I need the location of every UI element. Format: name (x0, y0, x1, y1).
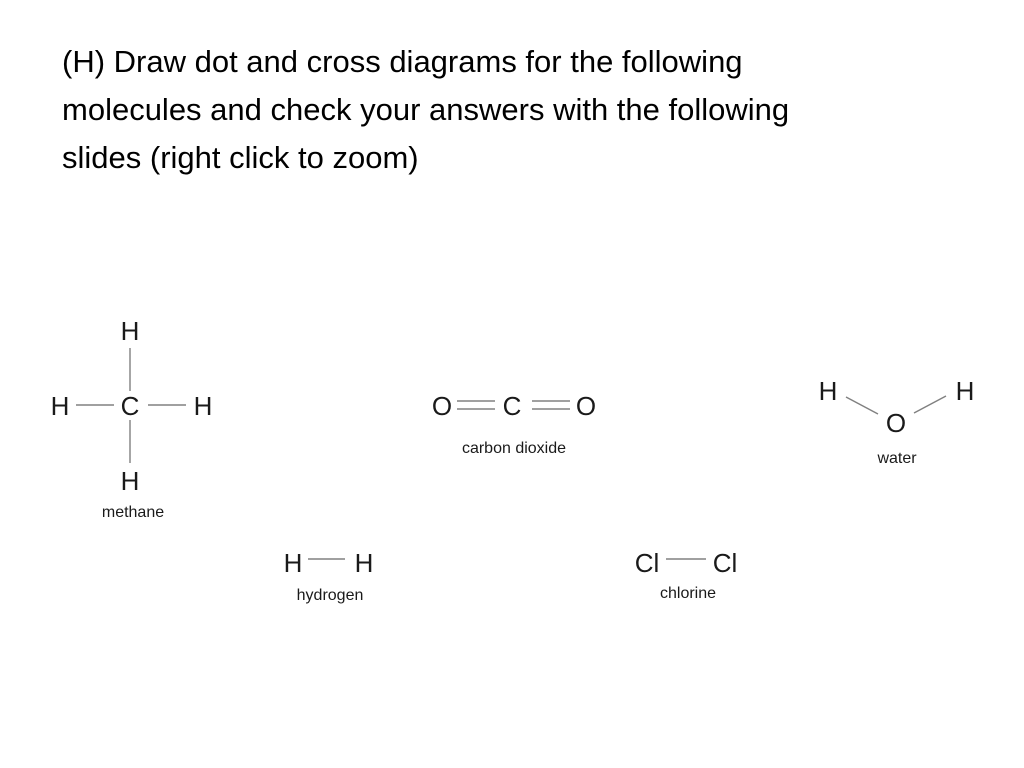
title-line-3: slides (right click to zoom) (62, 140, 419, 175)
chlorine-structure (635, 548, 738, 602)
methane-atom-top: H (120, 316, 140, 346)
methane-atom-bottom: H (120, 466, 140, 496)
hydrogen-atom-left: H (283, 548, 303, 578)
methane-structure (51, 316, 213, 521)
co2-caption: carbon dioxide (461, 440, 567, 457)
water-caption: water (877, 450, 917, 467)
co2-atom-right: O (575, 391, 597, 421)
hydrogen-caption: hydrogen (296, 587, 364, 604)
hydrogen-structure (284, 548, 374, 604)
hydrogen-atom-right: H (354, 548, 374, 578)
methane-caption: methane (101, 504, 165, 521)
methane-atom-right: H (193, 391, 213, 421)
title-line-2: molecules and check your answers with the following (62, 92, 790, 127)
chlorine-atom-left: Cl (634, 548, 660, 578)
water-structure (819, 376, 975, 467)
co2-atom-left: O (431, 391, 453, 421)
water-bond-left (846, 397, 878, 414)
chlorine-caption: chlorine (659, 585, 717, 602)
title-line-1: (H) Draw dot and cross diagrams for the following (62, 44, 743, 79)
water-atom-center: O (885, 408, 907, 438)
methane-atom-left: H (50, 391, 70, 421)
water-atom-right: H (955, 376, 975, 406)
methane-atom-center: C (120, 391, 140, 421)
water-atom-left: H (818, 376, 838, 406)
carbon-dioxide-structure (432, 391, 596, 457)
co2-atom-center: C (502, 391, 522, 421)
water-bond-right (914, 396, 946, 413)
chlorine-atom-right: Cl (712, 548, 738, 578)
